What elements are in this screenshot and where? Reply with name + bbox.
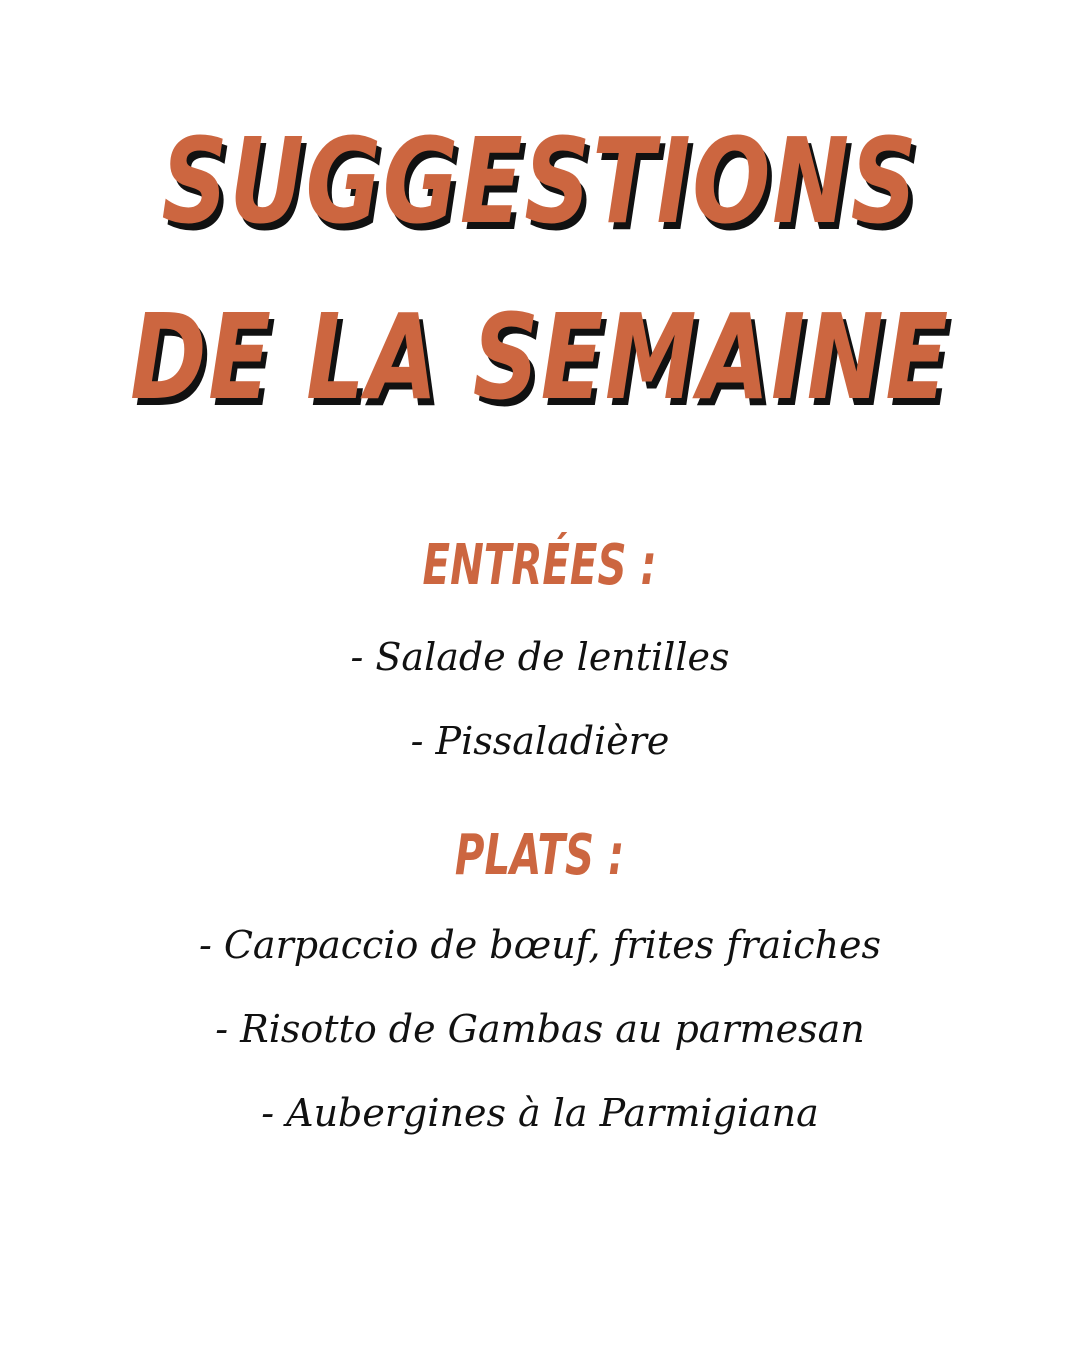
menu-item: - Risotto de Gambas au parmesan [215, 1007, 865, 1051]
title-line-2 [0, 288, 1080, 426]
menu-item: - Pissaladière [410, 719, 670, 763]
section-heading-plats [0, 823, 1080, 888]
section-heading-entrees-text: ENTRÉES : [422, 533, 658, 598]
section-heading-plats-text: PLATS : [455, 823, 625, 888]
menu-item: - Carpaccio de bœuf, frites fraiches [198, 923, 882, 967]
title-line-2-text: DE LA SEMAINE [130, 288, 950, 426]
title-line-1 [0, 112, 1080, 250]
title-line-1-text: SUGGESTIONS [161, 112, 919, 250]
menu-item: - Aubergines à la Parmigiana [261, 1091, 819, 1135]
menu-item: - Salade de lentilles [350, 635, 730, 679]
section-heading-entrees [0, 533, 1080, 598]
